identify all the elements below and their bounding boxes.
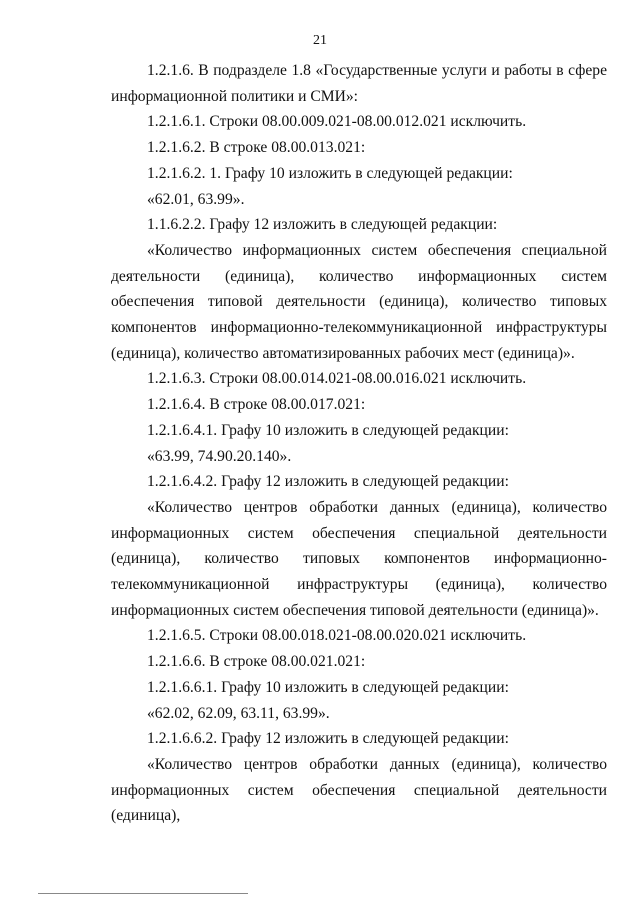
paragraph: 1.2.1.6.6.1. Графу 10 изложить в следующей редакции: — [147, 678, 509, 696]
paragraph: 1.2.1.6.4.1. Графу 10 изложить в следующей редакции: — [147, 421, 509, 439]
paragraph: «62.02, 62.09, 63.11, 63.99». — [147, 704, 330, 722]
paragraph: 1.2.1.6.6. В строке 08.00.021.021: — [147, 653, 366, 671]
page-number: 21 — [313, 33, 327, 48]
paragraph: «63.99, 74.90.20.140». — [147, 447, 292, 465]
paragraph: 1.2.1.6.4. В строке 08.00.017.021: — [147, 396, 366, 414]
paragraph: «Количество центров обработки данных (единица), количество информационных систем обеспечения специальной деятельности (единица), — [111, 755, 607, 825]
paragraph: «62.01, 63.99». — [147, 190, 245, 208]
footnote-divider — [38, 893, 248, 894]
paragraph: «Количество центров обработки данных (единица), количество информационных систем обеспечения специальной деятельности (единица), количество типовых компонентов информационно-телекоммуникационной инфраструктуры (единица), количество информационных систем обеспечения типовой деятельности (единица)». — [111, 498, 607, 619]
paragraph: 1.2.1.6.4.2. Графу 12 изложить в следующей редакции: — [147, 473, 509, 491]
paragraph: 1.2.1.6.5. Строки 08.00.018.021-08.00.020.021 исключить. — [147, 627, 527, 645]
paragraph: 1.2.1.6.2. 1. Графу 10 изложить в следующей редакции: — [147, 164, 513, 182]
paragraph: 1.2.1.6. В подразделе 1.8 «Государственные услуги и работы в сфере информационной политики и СМИ»: — [111, 62, 607, 105]
paragraph: 1.1.6.2.2. Графу 12 изложить в следующей редакции: — [147, 216, 498, 234]
paragraph: 1.2.1.6.3. Строки 08.00.014.021-08.00.016.021 исключить. — [147, 370, 527, 388]
paragraph: «Количество информационных систем обеспечения специальной деятельности (единица), количество информационных систем обеспечения типовой деятельности (единица), количество типовых компонентов информационно-телекоммуникационной инфраструктуры (единица), количество автоматизированных рабочих мест (единица)». — [111, 241, 607, 362]
paragraph: 1.2.1.6.6.2. Графу 12 изложить в следующей редакции: — [147, 730, 509, 748]
document-body — [111, 58, 607, 829]
paragraph: 1.2.1.6.1. Строки 08.00.009.021-08.00.012.021 исключить. — [147, 113, 527, 131]
paragraph: 1.2.1.6.2. В строке 08.00.013.021: — [147, 139, 366, 157]
